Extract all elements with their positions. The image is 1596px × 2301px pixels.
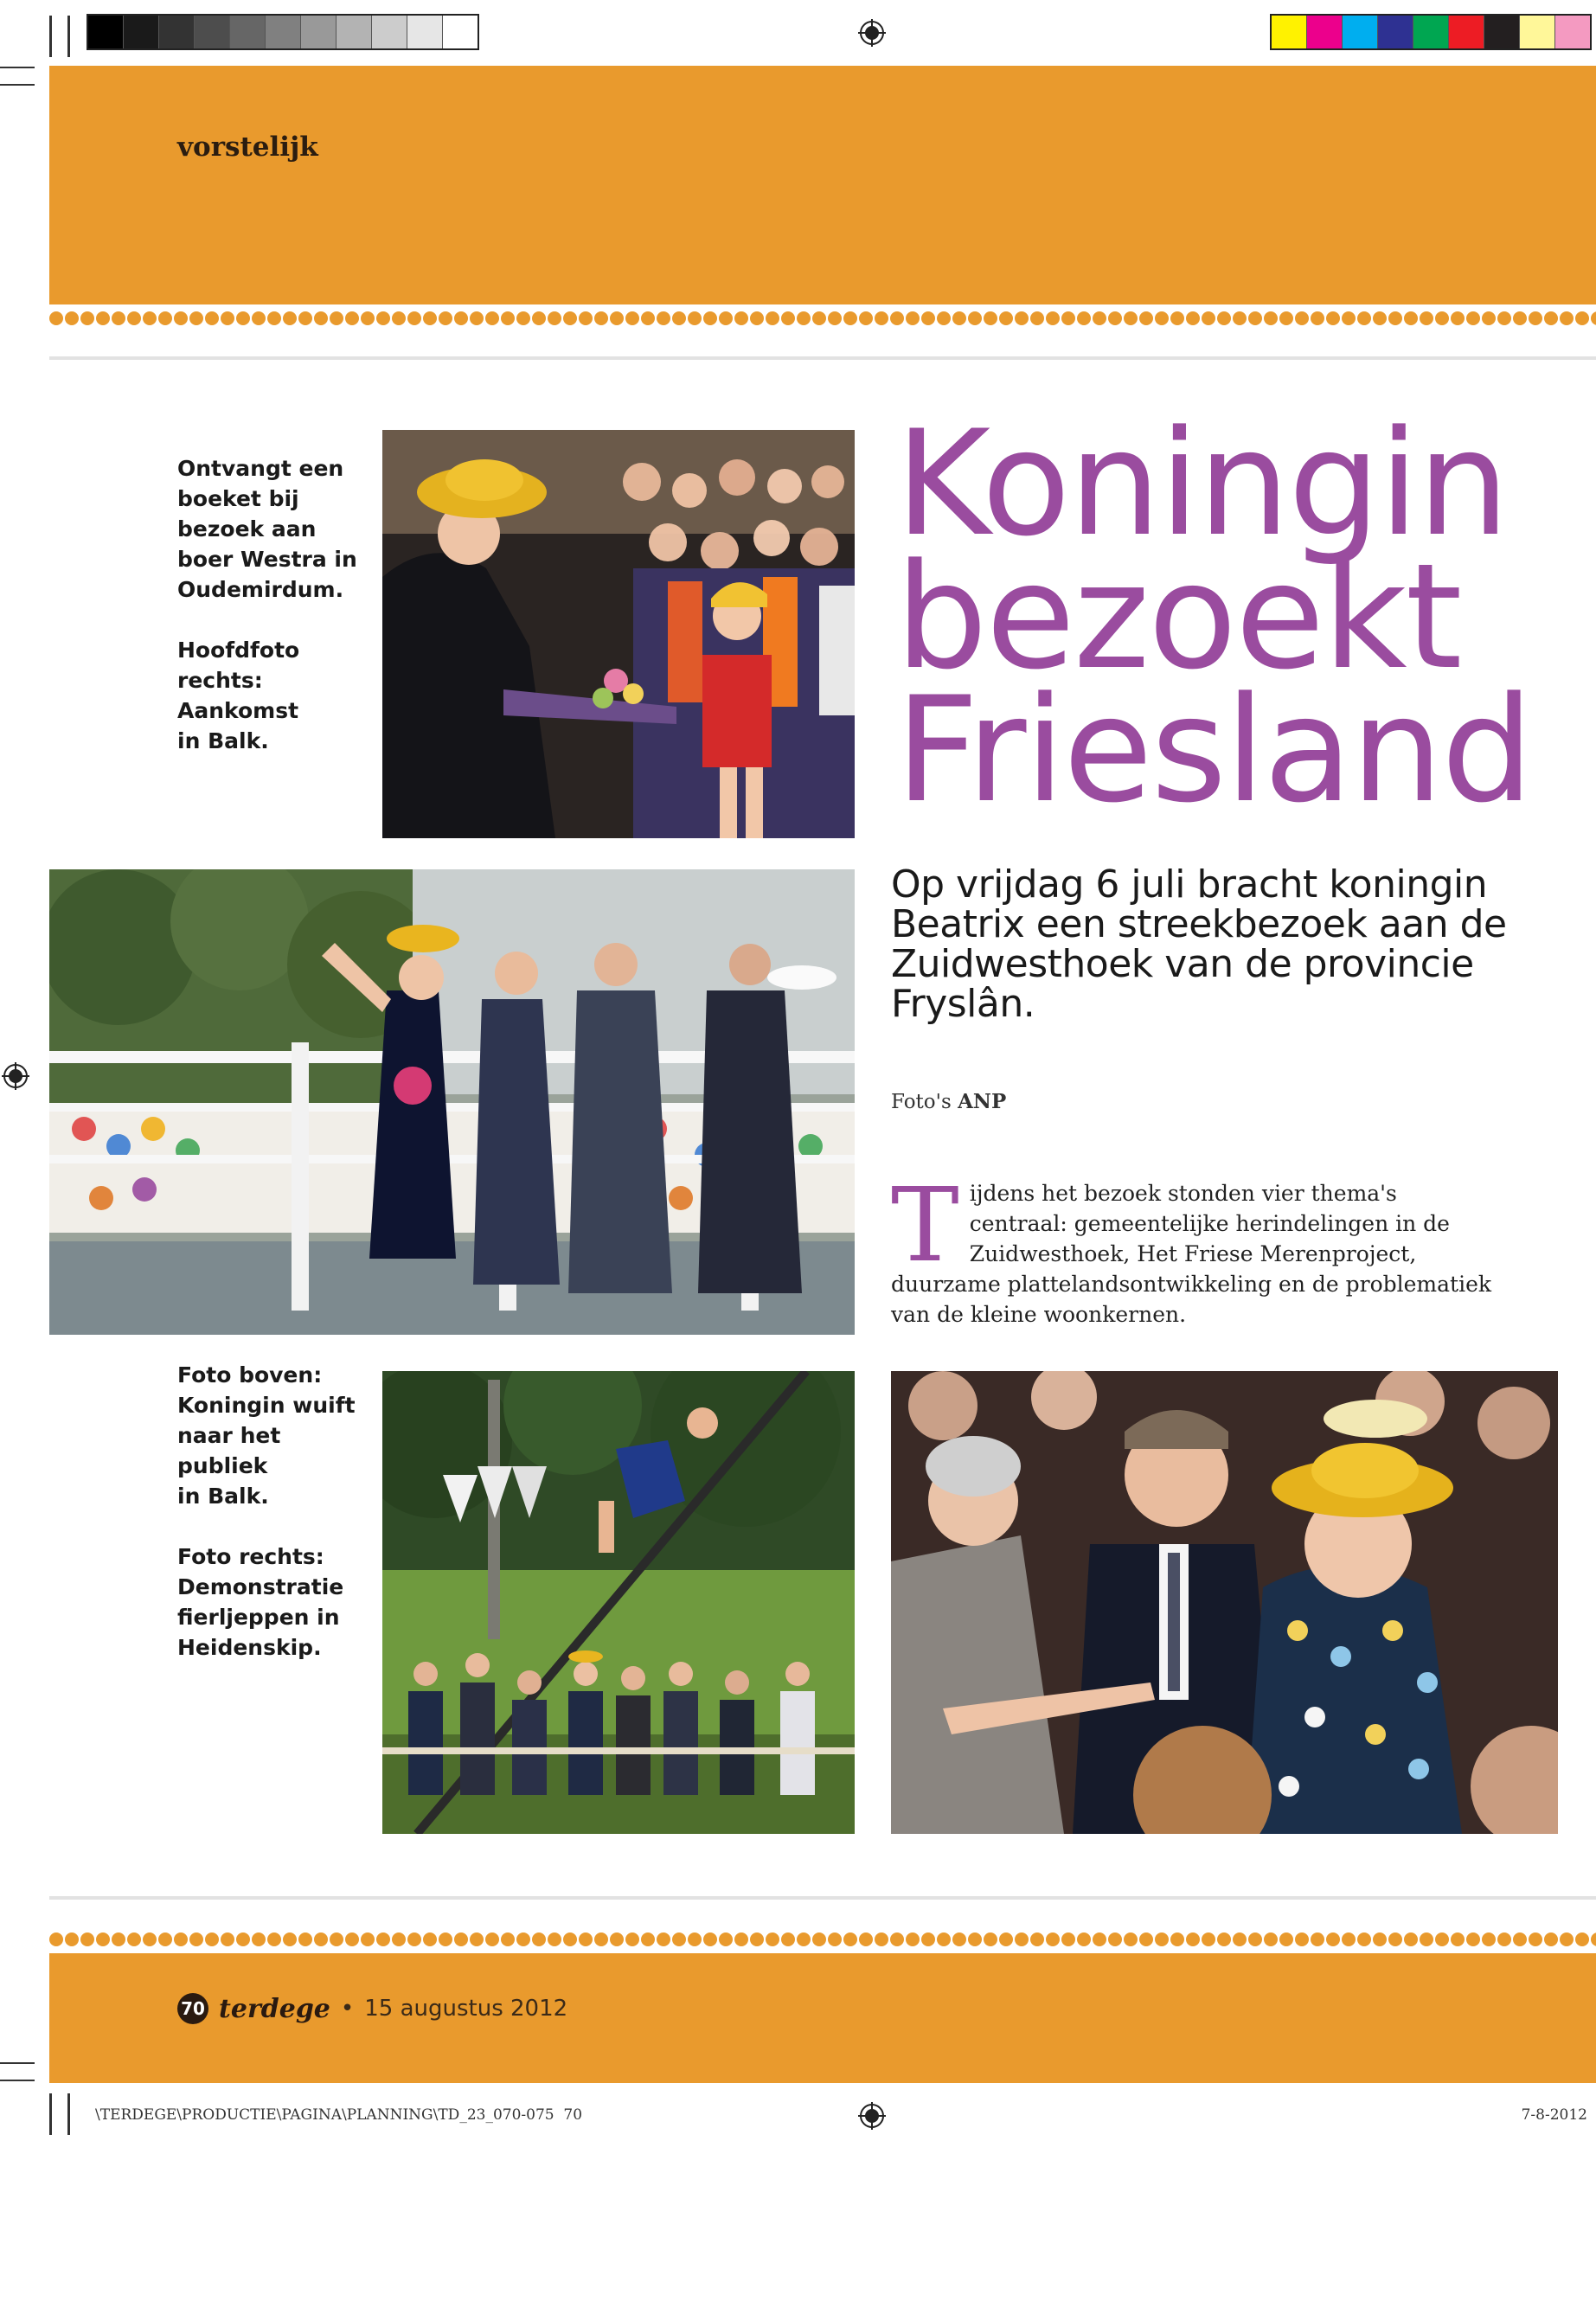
caption-line: Hoofdfoto xyxy=(177,638,300,663)
calibration-swatch xyxy=(88,16,124,48)
color-calibration-bar xyxy=(1270,14,1592,50)
calibration-swatch xyxy=(159,16,195,48)
crop-mark xyxy=(0,67,35,68)
caption-line xyxy=(177,605,376,635)
body-text: ijdens het bezoek stonden vier thema's centraal: gemeentelijke herindelingen in de Zuidwesthoek, Het Friese Merenproject, duurzame plattelandsontwikkeling en de problematiek van de kleine woonkernen. xyxy=(891,1181,1492,1327)
crop-mark xyxy=(67,16,70,57)
caption-line: Demonstratie xyxy=(177,1574,344,1599)
calibration-swatch xyxy=(124,16,159,48)
header-band xyxy=(49,66,1596,308)
dotted-border xyxy=(49,1926,1596,1953)
slug-path: \TERDEGE\PRODUCTIE\PAGINA\PLANNING\TD_23_070-075 xyxy=(95,2106,554,2124)
section-label: vorstelijk xyxy=(177,131,318,163)
photo-queen-arrival xyxy=(891,1371,1558,1834)
caption-line: Aankomst xyxy=(177,698,299,723)
caption-line: boer Westra in xyxy=(177,547,357,572)
body-paragraph xyxy=(891,1165,1497,1330)
calibration-swatch xyxy=(1307,16,1343,48)
calibration-swatch xyxy=(1413,16,1449,48)
slug-page: 70 xyxy=(563,2106,583,2124)
calibration-swatch xyxy=(1449,16,1484,48)
caption-line: boeket bij xyxy=(177,486,299,511)
calibration-swatch xyxy=(337,16,372,48)
crop-mark xyxy=(0,2080,35,2081)
caption-line: rechts: xyxy=(177,668,263,693)
caption-line: bezoek aan xyxy=(177,516,317,542)
calibration-swatch xyxy=(1555,16,1590,48)
calibration-swatch xyxy=(407,16,443,48)
folio xyxy=(177,1993,567,2024)
magazine-brand: terdege xyxy=(219,1993,330,2024)
slug-line xyxy=(95,2106,582,2124)
caption-line: in Balk. xyxy=(177,728,269,753)
photo-caption-bottom xyxy=(177,1360,376,1663)
divider xyxy=(49,356,1596,360)
crop-mark xyxy=(0,84,35,86)
caption-line: fierljeppen in xyxy=(177,1605,340,1630)
calibration-swatch xyxy=(1343,16,1378,48)
dotted-border xyxy=(49,304,1596,332)
calibration-swatch xyxy=(301,16,337,48)
gray-calibration-bar xyxy=(87,14,479,50)
headline-line: Friesland xyxy=(895,665,1532,835)
caption-line: Oudemirdum. xyxy=(177,577,344,602)
caption-line: Foto boven: xyxy=(177,1362,323,1388)
photo-queen-bouquet xyxy=(382,430,855,838)
credit-agency: ANP xyxy=(958,1090,1007,1113)
divider xyxy=(49,1896,1596,1900)
drop-cap: T xyxy=(891,1165,959,1285)
crop-mark xyxy=(67,2093,70,2135)
headline-line: Koningin xyxy=(895,399,1509,568)
calibration-swatch xyxy=(1484,16,1520,48)
issue-bullet: • xyxy=(340,1996,355,2022)
headline-line: bezoekt xyxy=(895,532,1461,702)
caption-line: in Balk. xyxy=(177,1484,269,1509)
photo-queen-waving xyxy=(49,869,855,1335)
calibration-swatch xyxy=(230,16,266,48)
photo-credit xyxy=(891,1090,1006,1113)
registration-mark-icon xyxy=(2,1062,29,1090)
lead-paragraph: Op vrijdag 6 juli bracht koningin Beatrix een streekbezoek aan de Zuidwesthoek van de provincie Fryslân. xyxy=(891,862,1507,1026)
caption-line: Foto rechts: xyxy=(177,1544,324,1569)
headline xyxy=(895,399,1532,835)
credit-label: Foto's xyxy=(891,1091,952,1113)
registration-mark-icon xyxy=(858,19,886,47)
calibration-swatch xyxy=(1378,16,1413,48)
caption-line: Koningin wuift xyxy=(177,1393,356,1418)
issue-date: 15 augustus 2012 xyxy=(364,1996,568,2022)
caption-line: naar het publiek xyxy=(177,1423,281,1478)
photo-caption-top xyxy=(177,453,376,756)
caption-line: Heidenskip. xyxy=(177,1635,322,1660)
page-number: 70 xyxy=(177,1993,208,2024)
caption-line: Ontvangt een xyxy=(177,456,344,481)
slug-date: 7-8-2012 xyxy=(1521,2106,1587,2124)
calibration-swatch xyxy=(1272,16,1307,48)
crop-mark xyxy=(0,2062,35,2064)
registration-mark-icon xyxy=(858,2102,886,2130)
crop-mark xyxy=(49,2093,52,2135)
crop-mark xyxy=(49,16,52,57)
calibration-swatch xyxy=(1520,16,1555,48)
caption-line xyxy=(177,1511,376,1541)
calibration-swatch xyxy=(372,16,407,48)
calibration-swatch xyxy=(195,16,230,48)
calibration-swatch xyxy=(443,16,478,48)
photo-fierljeppen xyxy=(382,1371,855,1834)
calibration-swatch xyxy=(266,16,301,48)
